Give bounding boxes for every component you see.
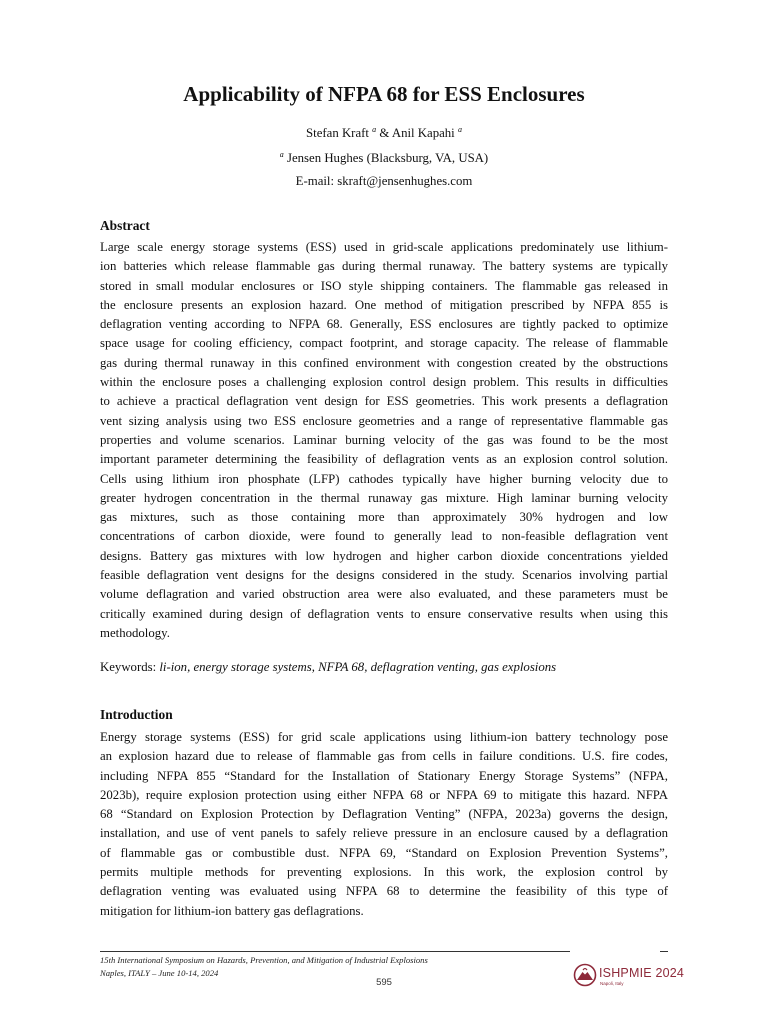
author-affiliation-mark: a <box>457 125 462 134</box>
conference-location-date: Naples, ITALY – June 10-14, 2024 <box>100 968 219 978</box>
author-name: Stefan Kraft <box>306 126 369 140</box>
text-line: Large scale energy storage systems (ESS) used in grid-scale applications predominately use lithium- <box>100 240 668 254</box>
contact-email: E-mail: skraft@jensenhughes.com <box>295 174 473 188</box>
text-line: greater hydrogen concentration in the thermal runaway gas mixture. High laminar burning velocity <box>100 490 668 505</box>
text-line: gas during thermal runaway in this confined environment with congestion created by the obstructions <box>100 355 668 370</box>
page-number: 595 <box>376 977 392 988</box>
author-separator: & <box>379 126 390 140</box>
text-line: critically examined during design of deflagration vents to ensure conservative results when using this <box>100 606 668 621</box>
text-line: to achieve a practical deflagration vent design for ESS geometries. This work presents a deflagration <box>100 394 668 409</box>
text-line: within the enclosure poses a challenging explosion control design problem. This results in difficulties <box>100 375 668 390</box>
text-line: Cells using lithium iron phosphate (LFP) cathodes typically have higher burning velocity due to <box>100 471 668 486</box>
text-line: mitigation for lithium-ion battery gas deflagrations. <box>100 903 364 918</box>
text-line: feasible deflagration vent designs for the designs considered in the study. Scenarios involving partial <box>100 568 668 583</box>
conference-name: 15th International Symposium on Hazards, Prevention, and Mitigation of Industrial Explosions <box>100 955 428 965</box>
introduction-body <box>100 728 668 921</box>
conference-logo <box>573 963 685 989</box>
text-line: concentrations of carbon dioxide, were found to generally lead to non-feasible deflagration vent <box>100 529 668 544</box>
text-line: an explosion hazard due to release of flammable gas from cells in failure conditions. U.S. fire codes, <box>100 749 668 764</box>
abstract-heading: Abstract <box>100 218 150 233</box>
volcano-logo-icon <box>573 963 597 987</box>
text-line: space usage for cooling efficiency, compact footprint, and storage capacity. The release of flammable <box>100 336 668 351</box>
keywords-label: Keywords: <box>100 660 157 674</box>
abstract-body <box>100 238 668 643</box>
author-name: Anil Kapahi <box>391 126 455 140</box>
text-line: designs. Battery gas mixtures with low hydrogen and higher carbon dioxide concentrations yielded <box>100 548 668 563</box>
text-line: 68 “Standard on Explosion Protection by Deflagration Venting” (NFPA, 2023a) governs the design, <box>100 807 668 822</box>
author-affiliation-mark: a <box>372 125 377 134</box>
text-line: gas mixtures, such as those containing more than approximately 30% hydrogen and low <box>100 510 668 525</box>
text-line: ion batteries which release flammable gas during thermal runaway. The battery systems are typically <box>100 259 668 274</box>
text-line: properties and volume scenarios. Laminar burning velocity of the gas was found to be the most <box>100 432 668 447</box>
keywords-line <box>100 660 556 675</box>
logo-subtext: Napoli, Italy <box>600 981 624 986</box>
text-line: methodology. <box>100 625 170 640</box>
text-line: stored in small modular enclosures or ISO style shipping containers. The flammable gas released in <box>100 278 668 293</box>
text-line: Energy storage systems (ESS) for grid scale applications using lithium-ion battery technology pose <box>100 730 668 744</box>
text-line: 2023b), require explosion protection using either NFPA 68 or NFPA 69 to mitigate this hazard. NFPA <box>100 787 668 802</box>
affiliation-mark: a <box>279 150 284 159</box>
text-line: deflagration venting was evaluated using NFPA 68 to determine the feasibility of this type of <box>100 884 668 899</box>
affiliation <box>0 150 768 166</box>
affiliation-text: Jensen Hughes (Blacksburg, VA, USA) <box>287 151 489 165</box>
text-line: volume deflagration and varied obstruction area were also evaluated, and these parameters must be <box>100 587 668 602</box>
keywords-value: li-ion, energy storage systems, NFPA 68, deflagration venting, gas explosions <box>159 660 557 674</box>
text-line: including NFPA 855 “Standard for the Installation of Stationary Energy Storage Systems” (NFPA, <box>100 768 668 783</box>
text-line: the enclosure presents an explosion hazard. One method of mitigation prescribed by NFPA 855 is <box>100 297 668 312</box>
footer-divider <box>100 951 570 952</box>
text-line: of flammable gas or combustible dust. NFPA 69, “Standard on Explosion Prevention Systems”, <box>100 845 668 860</box>
introduction-heading: Introduction <box>100 707 173 722</box>
footer-right-mark <box>660 951 668 952</box>
text-line: deflagration venting according to NFPA 68. Generally, ESS enclosures are tightly packed to optimize <box>100 317 668 332</box>
text-line: important parameter determining the feasibility of deflagration vents as an explosion control solution. <box>100 452 668 467</box>
text-line: vent sizing analysis using two ESS enclosure geometries and a range of representative flammable gas <box>100 413 668 428</box>
text-line: permits multiple methods for preventing explosions. In this work, the explosion control by <box>100 865 668 880</box>
author-line <box>0 125 768 141</box>
paper-title: Applicability of NFPA 68 for ESS Enclosures <box>183 82 585 106</box>
text-line: installation, and use of vent panels to safely relieve pressure in an enclosure caused by a deflagration <box>100 826 668 841</box>
logo-text: ISHPMIE 2024 <box>599 966 685 980</box>
